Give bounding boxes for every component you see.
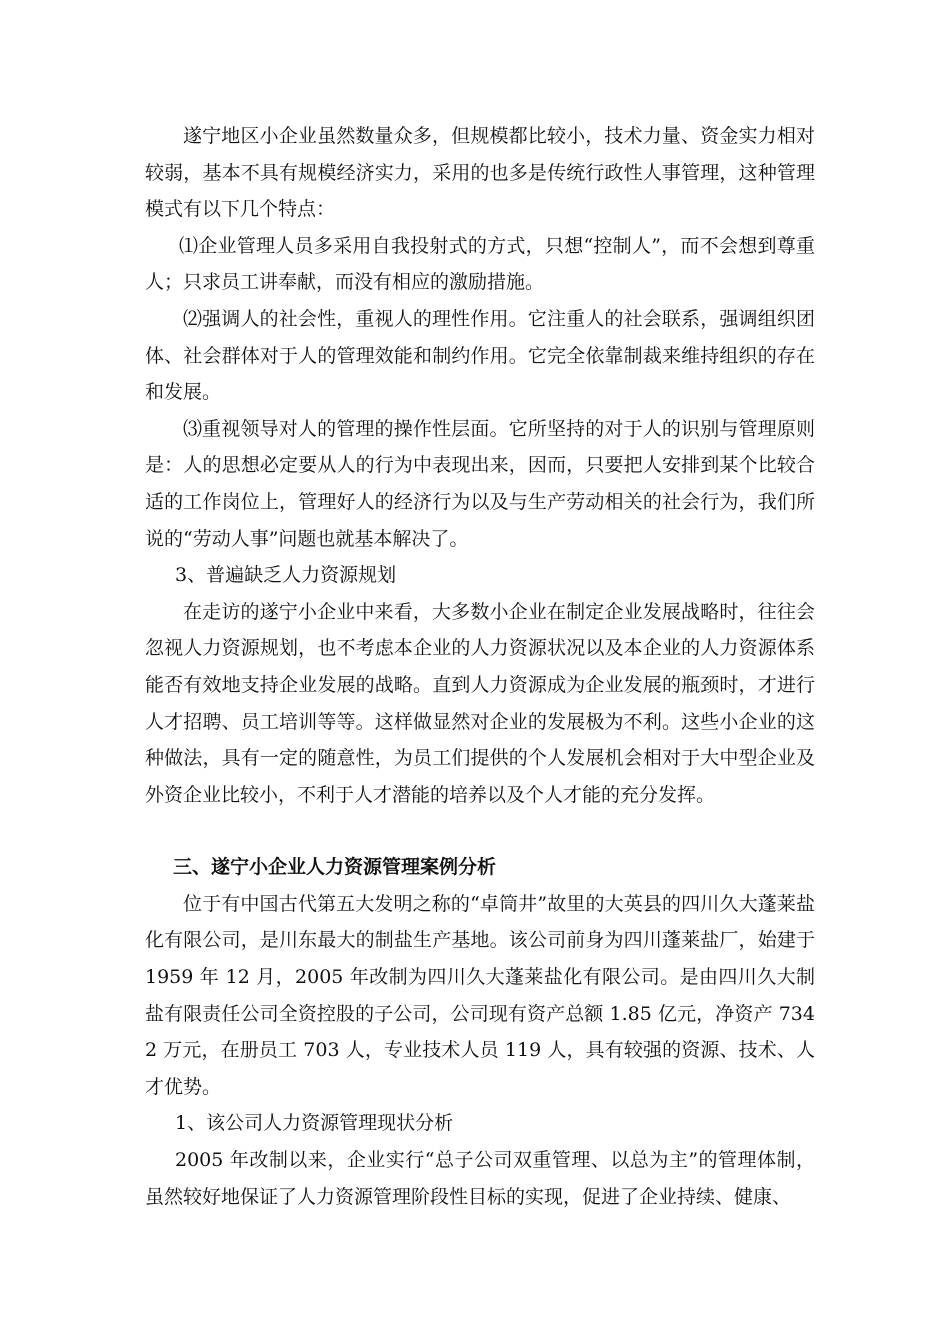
paragraph-hr-planning: 在走访的遂宁小企业中来看，大多数小企业在制定企业发展战略时，往往会忽视人力资源规划，也不考虑本企业的人力资源状况以及本企业的人力资源体系能否有效地支持企业发展的战略。直到人力资源成为企业发展的瓶颈时，才进行人才招聘、员工培训等等。这样做显然对企业的发展极为不利。这些小企业的这种做法，具有一定的随意性，为员工们提供的个人发展机会相对于大中型企业及外资企业比较小，不利于人才潜能的培养以及个人才能的充分发挥。 xyxy=(145,600,815,806)
paragraph-hr-status: 2005 年改制以来，企业实行“总子公司双重管理、以总为主”的管理体制，虽然较好地保证了人力资源管理阶段性目标的实现，促进了企业持续、健康、 xyxy=(145,1149,815,1208)
section-heading: 三、遂宁小企业人力资源管理案例分析 xyxy=(173,856,497,879)
subheading-hr-status: 1、该公司人力资源管理现状分析 xyxy=(175,1112,454,1135)
paragraph-company-intro: 位于有中国古代第五大发明之称的“卓筒井”故里的大英县的四川久大蓬莱盐化有限公司，是川东最大的制盐生产基地。该公司前身为四川蓬莱盐厂，始建于 1959 年 12 月，2005 年改制为四川久大蓬莱盐化有限公司。是由四川久大制盐有限责任公司全资控股的子公司，公司现有资产总额 1.85 亿元，净资产 7342 万元，在册员工 703 人，专业技术人员 119 人，具有较强的资源、技术、人才优势。 xyxy=(145,892,815,1098)
paragraph-feature-2: ⑵强调人的社会性，重视人的理性作用。它注重人的社会联系，强调组织团体、社会群体对于人的管理效能和制约作用。它完全依靠制裁来维持组织的存在和发展。 xyxy=(145,307,815,404)
subheading-hr-planning: 3、普遍缺乏人力资源规划 xyxy=(175,564,397,587)
section-spacer xyxy=(145,813,815,849)
document-body xyxy=(145,118,815,1215)
paragraph-feature-3: ⑶重视领导对人的管理的操作性层面。它所坚持的对于人的识别与管理原则是：人的思想必定要从人的行为中表现出来，因而，只要把人安排到某个比较合适的工作岗位上，管理好人的经济行为以及与生产劳动相关的社会行为，我们所说的“劳动人事”问题也就基本解决了。 xyxy=(145,417,815,550)
paragraph-intro: 遂宁地区小企业虽然数量众多，但规模都比较小，技术力量、资金实力相对较弱，基本不具有规模经济实力，采用的也多是传统行政性人事管理，这种管理模式有以下几个特点： xyxy=(145,125,815,221)
paragraph-feature-1: ⑴企业管理人员多采用自我投射式的方式，只想“控制人”，而不会想到尊重人；只求员工讲奉献，而没有相应的激励措施。 xyxy=(145,234,815,294)
